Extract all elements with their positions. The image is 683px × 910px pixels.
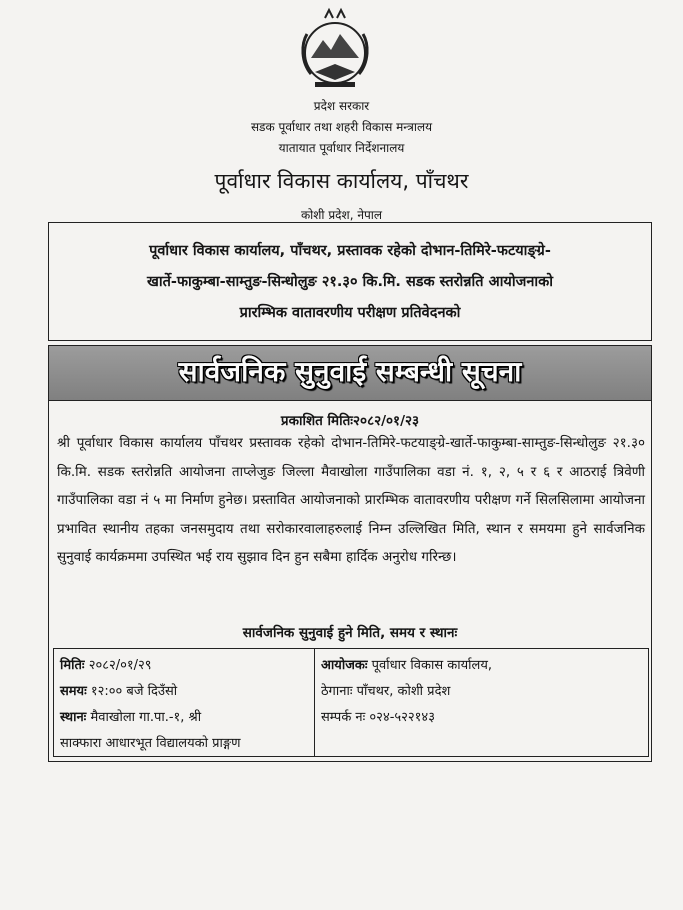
notice-banner (48, 345, 652, 401)
place-row (60, 705, 308, 731)
schedule-table (53, 648, 649, 757)
schedule-heading: सार्वजनिक सुनुवाई हुने मिति, समय र स्थानः (242, 625, 458, 641)
address-row (321, 679, 641, 705)
header-directorate: यातायात पूर्वाधार निर्देशनालय (278, 141, 405, 155)
time-row (60, 679, 308, 705)
notice-subject-box (48, 222, 652, 341)
header-ministry: सडक पूर्वाधार तथा शहरी विकास मन्त्रालय (250, 120, 433, 134)
organizer-label: आयोजकः (321, 658, 368, 673)
date-row (60, 653, 308, 679)
notice-body: श्री पूर्वाधार विकास कार्यालय पाँचथर प्रस्तावक रहेको दोभान-तिमिरे-फटयाङ्ग्रे-खार्ते-फाकुम्बा-साम्तुङ-सिन्धोलुङ २१.३० कि.मि. सडक स्तरोन्नति आयोजना ताप्लेजुङ जिल्ला मैवाखोला गाउँपालिका वडा नं. १, २, ५ र ६ र आठराई त्रिवेणी गाउँपालिका वडा नं ५ मा निर्माण हुनेछ। प्रस्तावित आयोजनाको प्रारम्भिक वातावरणीय परीक्षण गर्ने सिलसिलामा आयोजना प्रभावित स्थानीय तहका जनसमुदाय तथा सरोकारवालाहरुलाई निम्न उल्लिखित मिति, स्थान र समयमा हुने सार्वजनिक सुनुवाई कार्यक्रममा उपस्थित भई राय सुझाव दिन हुन सबैमा हार्दिक अनुरोध गरिन्छ। (57, 435, 645, 565)
place-label: स्थानः (60, 710, 87, 725)
header-province-govt: प्रदेश सरकार (313, 99, 370, 113)
contact-value: ०२४-५२२१४३ (369, 710, 435, 725)
date-label: मितिः (60, 658, 85, 673)
notice-content-box (48, 401, 652, 762)
address-value: पाँचथर, कोशी प्रदेश (356, 684, 451, 699)
schedule-left-column (54, 649, 315, 756)
time-label: समयः (60, 684, 87, 699)
organizer-row (321, 653, 641, 679)
published-date-line (49, 411, 651, 429)
header-office-name: पूर्वाधार विकास कार्यालय, पाँचथर (214, 169, 469, 193)
banner-title: सार्वजनिक सुनुवाई सम्बन्धी सूचना (178, 355, 522, 388)
published-date-value: २०८२/०१/२३ (353, 413, 420, 429)
time-value: १२:०० बजे दिउँसो (90, 684, 178, 699)
published-date-label: प्रकाशित मितिः (280, 413, 354, 429)
schedule-right-column (315, 649, 647, 756)
contact-row (321, 705, 641, 731)
subject-line: पूर्वाधार विकास कार्यालय, पाँचथर, प्रस्तावक रहेको दोभान-तिमिरे-फटयाङ्ग्रे- (149, 243, 551, 259)
header-location: कोशी प्रदेश, नेपाल (300, 208, 383, 222)
subject-line: खार्ते-फाकुम्बा-साम्तुङ-सिन्धोलुङ २१.३० कि.मि. सडक स्तरोन्नति आयोजनाको (146, 274, 554, 290)
place-value: मैवाखोला गा.पा.-१, श्री (90, 710, 202, 725)
address-label: ठेगानाः (321, 684, 353, 699)
subject-line: प्रारम्भिक वातावरणीय परीक्षण प्रतिवेदनको (239, 305, 461, 321)
contact-label: सम्पर्क नः (321, 710, 366, 725)
place-row-continued: साक्फारा आधारभूत विद्यालयको प्राङ्गण (60, 736, 241, 751)
organizer-value: पूर्वाधार विकास कार्यालय, (371, 658, 492, 673)
nepal-emblem-icon (285, 6, 385, 92)
date-value: २०८२/०१/२९ (88, 658, 152, 673)
